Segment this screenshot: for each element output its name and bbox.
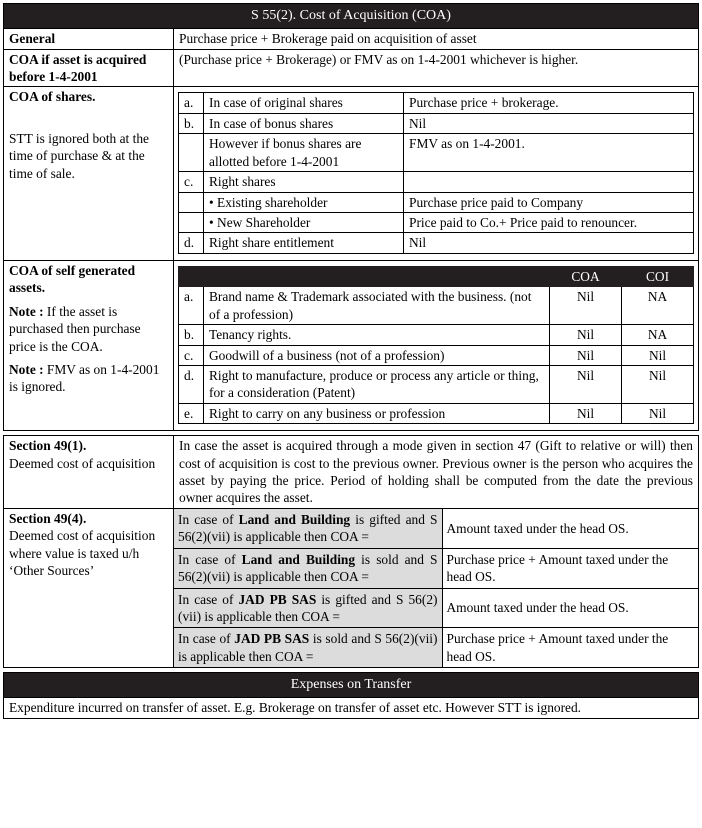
- s49-4-row-1: In case of Land and Building is gifted and S 56(2)(vii) is applicable then COA = Amount taxed under the head OS.: [174, 509, 698, 548]
- shares-label: COA of shares.: [9, 89, 96, 105]
- expenses-header: Expenses on Transfer: [4, 673, 699, 698]
- selfgen-row-e: e. Right to carry on any business or profession Nil Nil: [179, 403, 694, 423]
- s49-4-sublabel: Deemed cost of acquisition where value is taxed u/h ‘Other Sources’: [9, 528, 156, 579]
- shares-row-d: d. Right share entitlement Nil: [179, 233, 694, 253]
- s49-4-row-4: In case of JAD PB SAS is sold and S 56(2)(vii) is applicable then COA = Purchase price + Amount taxed under the head OS.: [174, 628, 698, 667]
- s49-1-text: In case the asset is acquired through a mode given in section 47 (Gift to relative or will) then cost of acquisition is cost to the previous owner. Previous owner is the person who acquires the asset by paying the price. Period of holding shall be computed from the date the previous owner acquires the asset.: [174, 436, 699, 509]
- shares-row-c1: • Existing shareholder Purchase price paid to Company: [179, 192, 694, 212]
- selfgen-note1: Note : If the asset is purchased then purchase price is the COA.: [9, 303, 141, 354]
- s49-1-sublabel: Deemed cost of acquisition: [9, 455, 156, 471]
- s49-1-row: [4, 436, 699, 509]
- general-label: General: [9, 31, 56, 47]
- selfgen-label: COA of self generated assets.: [9, 262, 136, 296]
- selfgen-table-header: COA COI: [179, 266, 694, 286]
- before2001-row: [4, 49, 699, 87]
- selfgen-row: [4, 260, 699, 430]
- s49-1-label: Section 49(1).: [9, 438, 87, 454]
- selfgen-row-a: a. Brand name & Trademark associated with the business. (not of a profession) Nil NA: [179, 287, 694, 325]
- expenses-table: [3, 672, 699, 719]
- selfgen-row-b: b. Tenancy rights. Nil NA: [179, 325, 694, 345]
- s49-4-row-2: In case of Land and Building is sold and S 56(2)(vii) is applicable then COA = Purchase price + Amount taxed under the head OS.: [174, 548, 698, 588]
- shares-row: [4, 87, 699, 260]
- selfgen-table: [178, 266, 694, 424]
- shares-row-c: c. Right shares: [179, 172, 694, 192]
- coa-table: [3, 3, 699, 431]
- expenses-text: Expenditure incurred on transfer of asset. E.g. Brokerage on transfer of asset etc. However STT is ignored.: [4, 698, 699, 718]
- shares-table: [178, 92, 694, 253]
- s49-4-row: [4, 508, 699, 667]
- shares-note: STT is ignored both at the time of purchase & at the time of sale.: [9, 130, 149, 181]
- shares-row-b2: However if bonus shares are allotted before 1-4-2001 FMV as on 1-4-2001.: [179, 134, 694, 172]
- selfgen-note2: Note : FMV as on 1-4-2001 is ignored.: [9, 361, 160, 395]
- s49-4-table: [174, 509, 698, 667]
- before2001-text: (Purchase price + Brokerage) or FMV as on 1-4-2001 whichever is higher.: [174, 49, 699, 87]
- shares-row-a: a. In case of original shares Purchase price + brokerage.: [179, 93, 694, 113]
- general-text: Purchase price + Brokerage paid on acquisition of asset: [174, 29, 699, 49]
- shares-row-c2: • New Shareholder Price paid to Co.+ Price paid to renouncer.: [179, 212, 694, 232]
- general-row: [4, 29, 699, 49]
- coa-header: S 55(2). Cost of Acquisition (COA): [4, 4, 699, 29]
- shares-row-b: b. In case of bonus shares Nil: [179, 113, 694, 133]
- s49-4-label: Section 49(4).: [9, 510, 87, 526]
- deemed-cost-table: [3, 435, 699, 668]
- selfgen-row-d: d. Right to manufacture, produce or process any article or thing, for a consideration (Patent) Nil Nil: [179, 365, 694, 403]
- before2001-label: COA if asset is acquired before 1-4-2001: [9, 51, 147, 85]
- s49-4-row-3: In case of JAD PB SAS is gifted and S 56(2)(vii) is applicable then COA = Amount taxed under the head OS.: [174, 588, 698, 628]
- selfgen-row-c: c. Goodwill of a business (not of a profession) Nil Nil: [179, 345, 694, 365]
